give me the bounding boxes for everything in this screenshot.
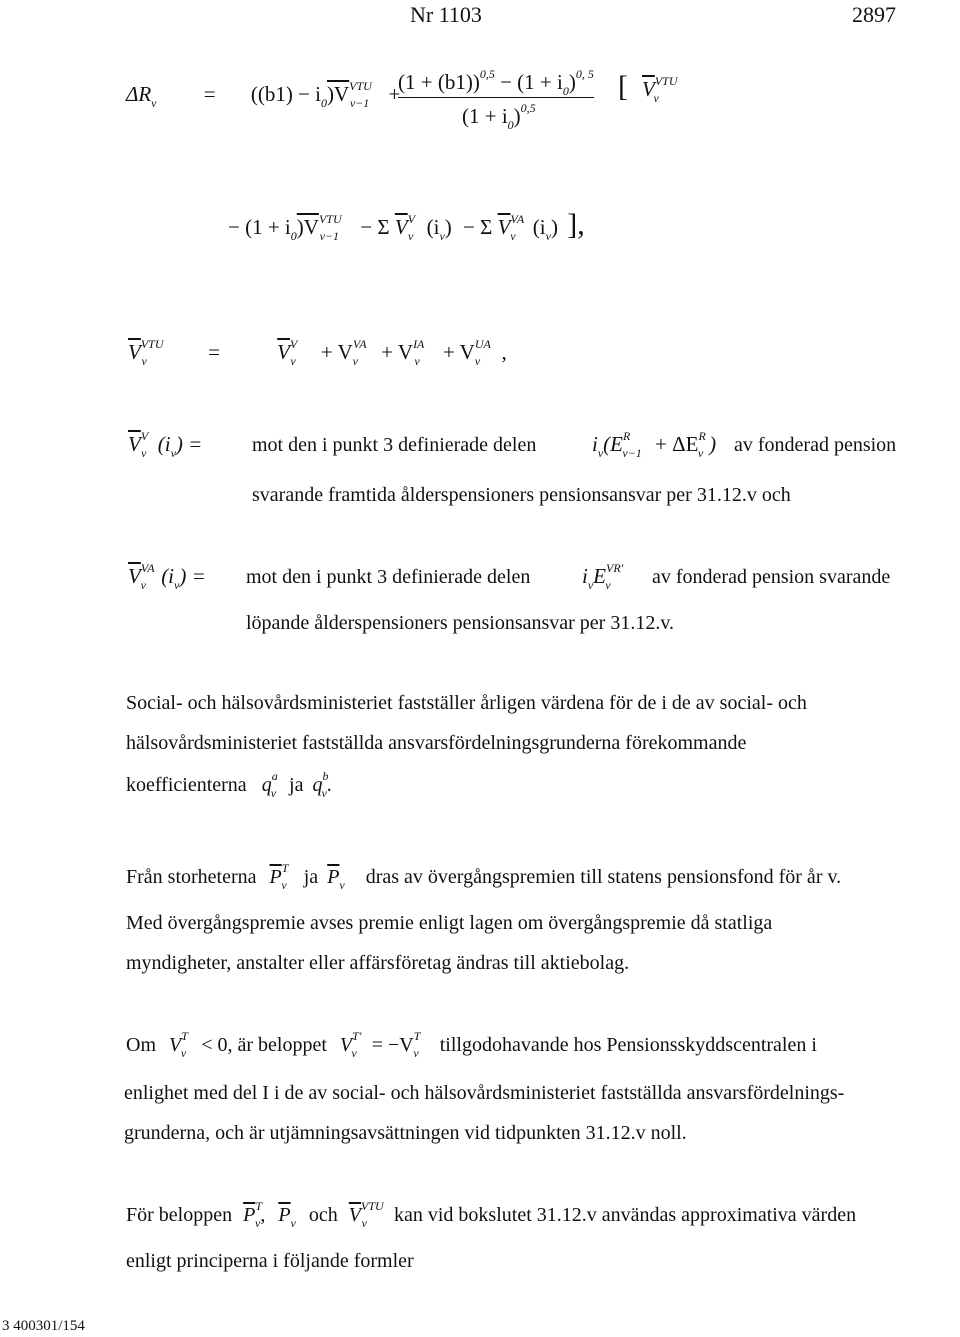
definition-2-expression: $i_vE^{VR'}_v$ <box>582 561 624 592</box>
paragraph-2-line-1: Från storheterna $\overline{P}^T_v$ ja $\overline{P}_v$ dras av övergångspremien till statens pensionsfond för år v. <box>126 861 842 892</box>
paragraph-4-line-1: För beloppen $\overline{P}^T_v$, $\overline{P}_v$ och $\overline{V}^{VTU}_v$ kan vid bokslutet 31.12.v användas approximativa värden <box>126 1199 857 1230</box>
bracket-term: [ $\overline{V}^{VTU}_v$ <box>618 70 678 105</box>
issue-number: Nr 1103 <box>410 2 482 27</box>
definition-v-v: $\overline{V}^V_v$ $(i_v)$ = <box>128 429 203 460</box>
paragraph-2-line-3: myndigheter, anstalter eller affärsföretag ändras till aktiebolag. <box>126 952 630 974</box>
definition-expression: $i_v(E^R_{v-1} + \Delta E^R_v$ ) <box>592 429 717 460</box>
fraction-numerator: $(1 + (b1))^{0,5} - (1 + i_0)^{0, 5}$ <box>398 67 594 98</box>
paragraph-2-line-2: Med övergångspremie avses premie enligt lagen om övergångspremie då statliga <box>126 912 773 934</box>
paragraph-3-line-2: enlighet med del I i de av social- och hälsovårdsministeriet fastställda ansvarsfördelnings- <box>124 1082 845 1104</box>
definition-line-2: svarande framtida ålderspensioners pensionsansvar per 31.12.v och <box>252 484 791 506</box>
paragraph-1-line-3: koefficienterna $q^a_v$ ja $q^b_v$. <box>126 769 332 800</box>
paragraph-3-line-3: grunderna, och är utjämningsavsättningen vid tidpunkten 31.12.v noll. <box>124 1122 687 1144</box>
formula-delta-r-continued: − $(1 + i_0)V^{VTU}_{v-1} - \Sigma$ $\overline{V}^V_v$ $(i_v) - \Sigma$ $\overline{V}^{VA}_v$ $(i_v)$ ], <box>228 208 585 243</box>
page-number: 2897 <box>852 2 896 27</box>
paragraph-3-line-1: Om $V^T_v < 0$, är beloppet $V^{T'}_v = -V^T_v$ tillgodohavande hos Pensionsskyddscentralen i <box>126 1029 817 1060</box>
fraction-denominator: $(1 + i_0)^{0,5}$ <box>462 101 536 132</box>
formula-delta-r: $\Delta R_v = ((b1) - i_0)V^{VTU}_{v-1}$ + <box>126 79 401 110</box>
definition-text-end: av fonderad pension <box>734 434 897 456</box>
paragraph-4-line-2: enligt principerna i följande formler <box>126 1250 414 1272</box>
footer-reference: 3 400301/154 <box>2 1318 85 1334</box>
definition-2-line-2: löpande ålderspensioners pensionsansvar per 31.12.v. <box>246 612 675 634</box>
definition-2-text: mot den i punkt 3 definierade delen <box>246 566 531 588</box>
paragraph-1-line-1: Social- och hälsovårdsministeriet fastställer årligen värdena för de i de av social- och <box>126 692 807 714</box>
definition-v-va: $\overline{V}^{VA}_v$ $(i_v)$ = <box>128 561 206 592</box>
formula-v-vtu: $\overline{V}^{VTU}_v = \overline{V}^V_v + V^{VA}_v + V^{IA}_v + V^{UA}_v$ , <box>128 337 507 368</box>
paragraph-1-line-2: hälsovårdsministeriet fastställda ansvarsfördelningsgrunderna förekommande <box>126 732 747 754</box>
definition-text: mot den i punkt 3 definierade delen <box>252 434 537 456</box>
definition-2-text-end: av fonderad pension svarande <box>652 566 891 588</box>
